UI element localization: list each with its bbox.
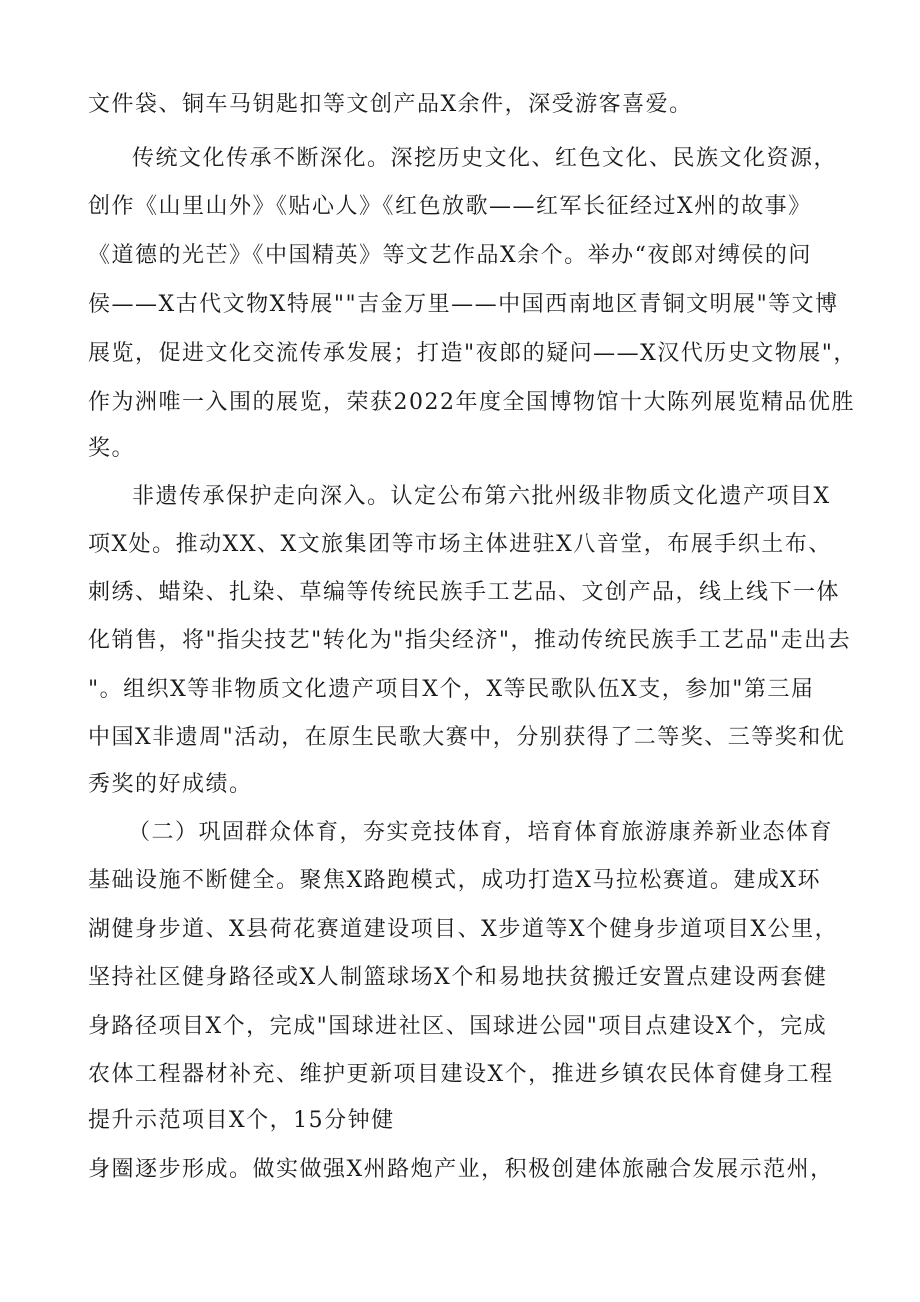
text-line: 湖健身步道、X县荷花赛道建设项目、X步道等X个健身步道项目X公里， — [88, 917, 839, 942]
text-line: 基础设施不断健全。聚焦X路跑模式，成功打造X马拉松赛道。建成X环 — [88, 868, 821, 893]
text-line: 中国X非遗周"活动，在原生民歌大赛中，分别获得了二等奖、三等奖和优 — [88, 725, 846, 750]
text-line: 创作《山里山外》《贴心人》《红色放歌——红军长征经过X州的故事》 — [88, 194, 812, 219]
text-line: 《道德的光芒》《中国精英》等文艺作品X余个。举办“夜郎对缚侯的问 — [88, 243, 812, 268]
text-line: 身路径项目X个，完成"国球进社区、国球进公园"项目点建设X个，完成 — [88, 1014, 828, 1039]
paragraph-heading: 非遗传承保护走向深入。认定公布第六批州级非物质文化遗产项目X — [132, 484, 831, 509]
text-line: "。组织X等非物质文化遗产项目X个，X等民歌队伍X支，参加"第三届 — [88, 677, 815, 702]
text-line: 作为洲唯一入围的展览，荣获2022年度全国博物馆十大陈列展览精品优胜 — [88, 390, 855, 415]
text-line: 奖。 — [88, 436, 136, 461]
section-heading: （二）巩固群众体育，夯实竞技体育，培育体育旅游康养新业态体育 — [128, 820, 834, 845]
text-line: 化销售，将"指尖技艺"转化为"指尖经济"，推动传统民族手工艺品"走出去 — [88, 628, 852, 653]
text-line: 秀奖的好成绩。 — [88, 772, 253, 797]
text-line: 刺绣、蜡染、扎染、草编等传统民族手工艺品、文创产品，线上线下一体 — [88, 580, 841, 605]
text-line: 提升示范项目X个，15分钟健 — [88, 1108, 395, 1133]
text-line: 身圈逐步形成。做实做强X州路炮产业，积极创建体旅融合发展示范州， — [88, 1157, 834, 1182]
text-line: 文件袋、铜车马钥匙扣等文创产品X余件，深受游客喜爱。 — [88, 92, 693, 117]
paragraph-heading: 传统文化传承不断深化。深挖历史文化、红色文化、民族文化资源， — [132, 146, 838, 171]
text-line: 项X处。推动XX、X文旅集团等市场主体进驻X八音堂，布展手织土布、 — [88, 532, 832, 557]
text-line: 侯——X古代文物X特展""吉金万里——中国西南地区青铜文明展"等文博 — [88, 292, 839, 317]
text-line: 农体工程器材补充、维护更新项目建设X个，推进乡镇农民体育健身工程 — [88, 1062, 834, 1087]
text-line: 坚持社区健身路径或X人制篮球场X个和易地扶贫搬迁安置点建设两套健 — [88, 965, 828, 990]
text-line: 展览，促进文化交流传承发展；打造"夜郎的疑问——X汉代历史文物展"， — [88, 341, 857, 366]
